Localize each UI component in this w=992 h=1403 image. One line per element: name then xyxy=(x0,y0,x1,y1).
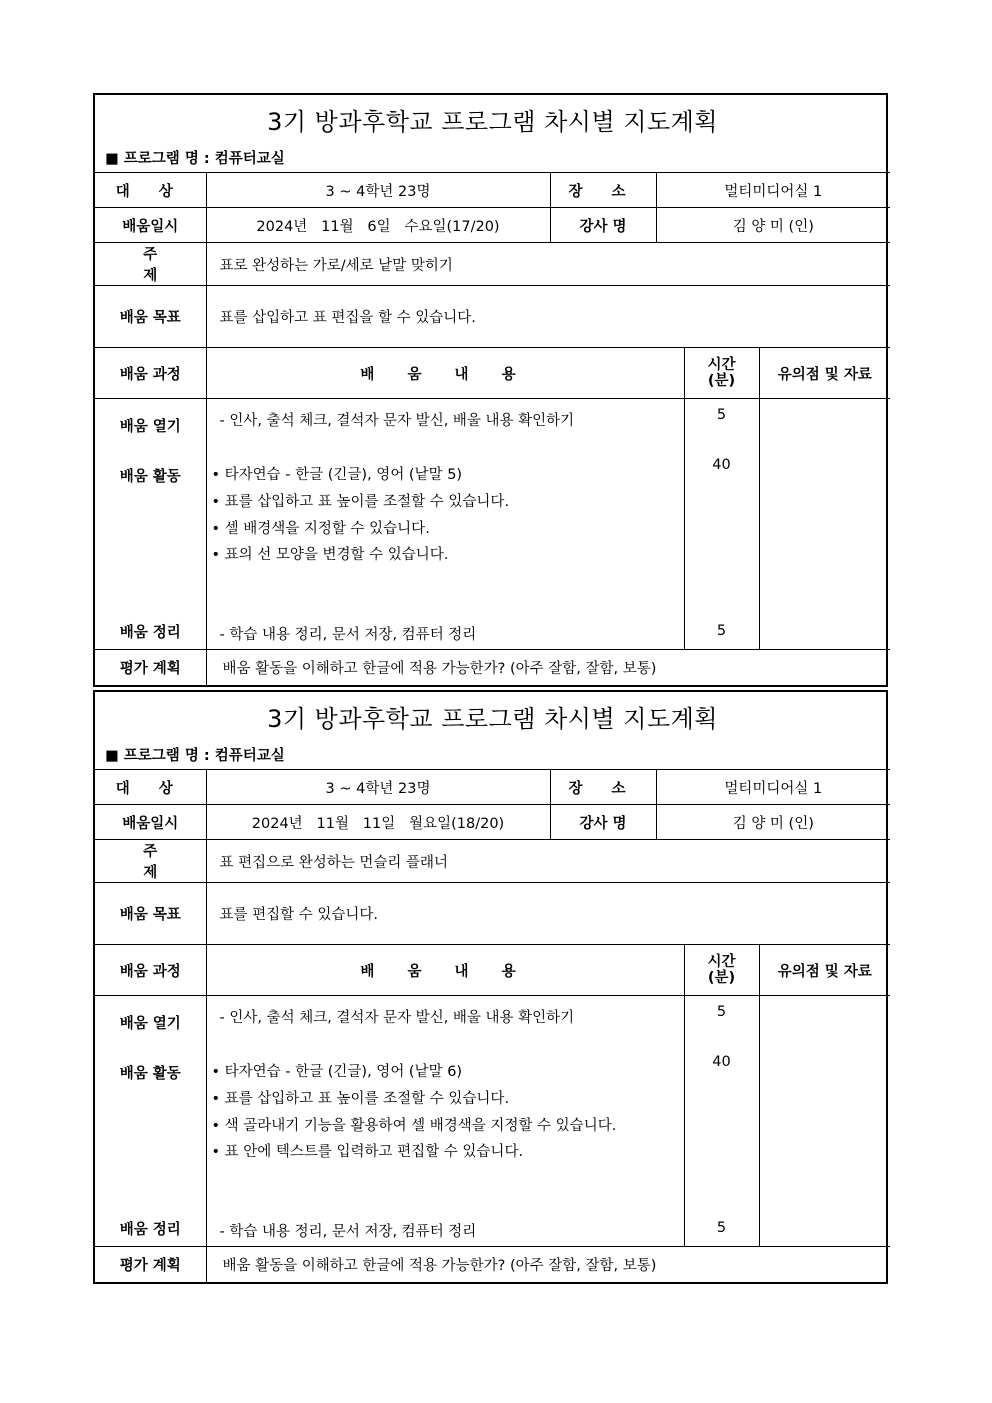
time-activity: 40 xyxy=(712,457,731,473)
stage-close: 배움 정리 xyxy=(119,1222,181,1238)
eval-label: 평가 계획 xyxy=(95,650,206,685)
topic-label: 주 제 xyxy=(95,840,206,883)
activity-item: • 표를 삽입하고 표 높이를 조절할 수 있습니다. xyxy=(211,494,510,510)
notes-column xyxy=(759,996,890,1247)
plan-table xyxy=(95,692,890,1282)
program-name: ■ 프로그램 명 : 컴퓨터교실 xyxy=(105,151,285,167)
stage-activity: 배움 활동 xyxy=(119,1066,181,1082)
activity-item: • 표를 삽입하고 표 높이를 조절할 수 있습니다. xyxy=(211,1091,510,1107)
content-column xyxy=(206,399,684,650)
goal-value: 표를 삽입하고 표 편집을 할 수 있습니다. xyxy=(206,286,890,348)
activity-item: • 셀 배경색을 지정할 수 있습니다. xyxy=(211,521,430,537)
stage-column xyxy=(95,399,206,650)
plan-table xyxy=(95,95,890,685)
activity-item: • 타자연습 - 한글 (긴글), 영어 (낱말 5) xyxy=(211,467,463,483)
time-label xyxy=(684,348,759,399)
time-close: 5 xyxy=(716,623,727,639)
topic-label: 주 제 xyxy=(95,243,206,286)
stage-close: 배움 정리 xyxy=(119,625,181,641)
time-label-line2: (분) xyxy=(707,373,736,389)
notes-label: 유의점 및 자료 xyxy=(759,348,890,399)
lesson-plan-2 xyxy=(93,690,888,1284)
goal-label: 배움 목표 xyxy=(95,286,206,348)
process-label: 배움 과정 xyxy=(95,945,206,996)
teacher-label: 강사 명 xyxy=(550,805,656,840)
time-column xyxy=(684,399,759,650)
content-label: 배 움 내 용 xyxy=(206,348,684,399)
time-label xyxy=(684,945,759,996)
time-open: 5 xyxy=(716,1004,727,1020)
stage-column xyxy=(95,996,206,1247)
eval-label: 평가 계획 xyxy=(95,1247,206,1282)
content-label: 배 움 내 용 xyxy=(206,945,684,996)
topic-value: 표 편집으로 완성하는 먼슬리 플래너 xyxy=(206,840,890,883)
goal-value: 표를 편집할 수 있습니다. xyxy=(206,883,890,945)
program-name: ■ 프로그램 명 : 컴퓨터교실 xyxy=(105,748,285,764)
teacher-label: 강사 명 xyxy=(550,208,656,243)
close-text: - 학습 내용 정리, 문서 저장, 컴퓨터 정리 xyxy=(219,1224,477,1240)
time-label-line1: 시간 xyxy=(707,357,736,373)
date-value: 2024년 11월 6일 수요일(17/20) xyxy=(206,208,550,243)
activity-item: • 표의 선 모양을 변경할 수 있습니다. xyxy=(211,547,449,563)
time-label-line1: 시간 xyxy=(707,954,736,970)
target-label: 대 상 xyxy=(95,770,206,805)
activity-item: • 표 안에 텍스트를 입력하고 편집할 수 있습니다. xyxy=(211,1144,524,1160)
notes-column xyxy=(759,399,890,650)
lesson-plan-1 xyxy=(93,93,888,687)
document-title: 3기 방과후학교 프로그램 차시별 지도계획 xyxy=(267,108,718,136)
eval-value: 배움 활동을 이해하고 한글에 적용 가능한가? (아주 잘함, 잘함, 보통) xyxy=(206,1247,890,1282)
open-text: - 인사, 출석 체크, 결석자 문자 발신, 배울 내용 확인하기 xyxy=(219,1010,575,1026)
time-column xyxy=(684,996,759,1247)
open-text: - 인사, 출석 체크, 결석자 문자 발신, 배울 내용 확인하기 xyxy=(219,413,575,429)
plan-header xyxy=(95,95,890,173)
target-value: 3 ~ 4학년 23명 xyxy=(206,173,550,208)
teacher-value: 김 양 미 (인) xyxy=(656,208,890,243)
place-label: 장 소 xyxy=(550,173,656,208)
time-close: 5 xyxy=(716,1220,727,1236)
plan-header xyxy=(95,692,890,770)
eval-value: 배움 활동을 이해하고 한글에 적용 가능한가? (아주 잘함, 잘함, 보통) xyxy=(206,650,890,685)
content-column xyxy=(206,996,684,1247)
teacher-value: 김 양 미 (인) xyxy=(656,805,890,840)
stage-open: 배움 열기 xyxy=(119,419,181,435)
time-label-line2: (분) xyxy=(707,970,736,986)
place-label: 장 소 xyxy=(550,770,656,805)
goal-label: 배움 목표 xyxy=(95,883,206,945)
notes-label: 유의점 및 자료 xyxy=(759,945,890,996)
place-value: 멀티미디어실 1 xyxy=(656,770,890,805)
document-title: 3기 방과후학교 프로그램 차시별 지도계획 xyxy=(267,705,718,733)
target-value: 3 ~ 4학년 23명 xyxy=(206,770,550,805)
time-activity: 40 xyxy=(712,1054,731,1070)
activity-item: • 색 골라내기 기능을 활용하여 셀 배경색을 지정할 수 있습니다. xyxy=(211,1118,617,1134)
time-open: 5 xyxy=(716,407,727,423)
target-label: 대 상 xyxy=(95,173,206,208)
date-label: 배움일시 xyxy=(95,805,206,840)
stage-activity: 배움 활동 xyxy=(119,469,181,485)
stage-open: 배움 열기 xyxy=(119,1016,181,1032)
activity-item: • 타자연습 - 한글 (긴글), 영어 (낱말 6) xyxy=(211,1064,463,1080)
date-label: 배움일시 xyxy=(95,208,206,243)
process-label: 배움 과정 xyxy=(95,348,206,399)
topic-value: 표로 완성하는 가로/세로 낱말 맞히기 xyxy=(206,243,890,286)
close-text: - 학습 내용 정리, 문서 저장, 컴퓨터 정리 xyxy=(219,627,477,643)
date-value: 2024년 11월 11일 월요일(18/20) xyxy=(206,805,550,840)
place-value: 멀티미디어실 1 xyxy=(656,173,890,208)
